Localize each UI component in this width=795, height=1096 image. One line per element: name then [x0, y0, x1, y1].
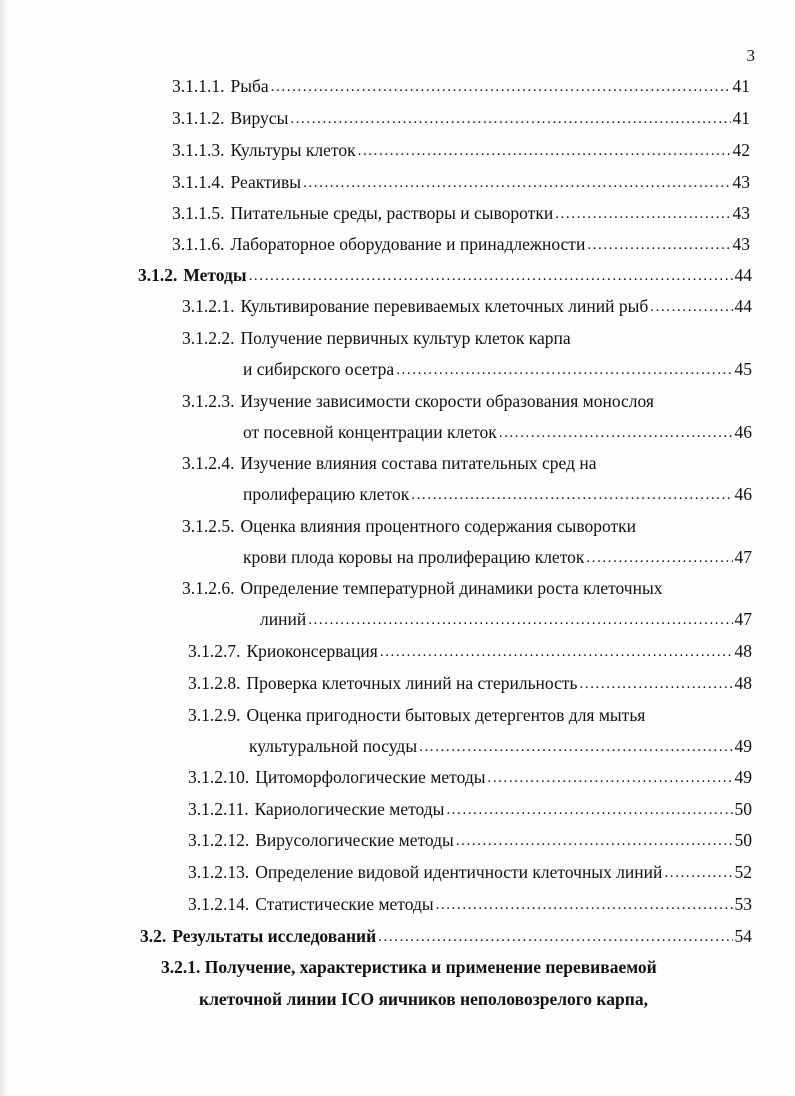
entry-page: 42 [732, 140, 750, 160]
toc-entry[interactable] [172, 202, 750, 226]
toc-entry-continuation[interactable] [260, 608, 752, 632]
entry-title: Криоконсервация [246, 641, 378, 661]
entry-title-continued: культуральной посуды [249, 736, 418, 756]
entry-number: 3.1.2.1. [182, 296, 235, 316]
entry-number: 3.1.2.9. [188, 705, 241, 725]
entry-title: Изучение влияния состава питательных сред на [240, 453, 597, 473]
toc-entry-first-line[interactable] [182, 390, 752, 412]
entry-page: 41 [732, 108, 750, 128]
dot-leader [446, 797, 732, 821]
entry-page: 41 [732, 76, 750, 96]
dot-leader [378, 924, 732, 948]
dot-leader [308, 607, 732, 631]
toc-entry[interactable] [172, 75, 750, 99]
entry-number: 3.1.2.7. [188, 641, 241, 661]
entry-page: 43 [732, 172, 750, 192]
entry-page: 47 [734, 547, 752, 567]
entry-title: Определение температурной динамики роста клеточных [240, 578, 663, 598]
toc-entry[interactable] [188, 798, 752, 822]
toc-entry-continuation[interactable] [249, 735, 752, 759]
toc-entry[interactable] [172, 139, 750, 163]
entry-number: 3.1.2.8. [188, 673, 241, 693]
dot-leader [380, 639, 733, 663]
entry-title: Методы [183, 265, 247, 285]
entry-page: 50 [734, 799, 752, 819]
entry-title-continued: и сибирского осетра [243, 359, 395, 379]
entry-page: 45 [734, 359, 752, 379]
dot-leader [411, 482, 732, 506]
entry-number: 3.1.2.13. [188, 862, 250, 882]
toc-entry-continuation[interactable] [243, 483, 752, 507]
entry-page: 52 [734, 862, 752, 882]
entry-number: 3.1.2.2. [182, 328, 235, 348]
toc-entry[interactable] [188, 829, 752, 853]
entry-page: 49 [734, 767, 752, 787]
entry-title: Оценка пригодности бытовых детергентов для мытья [246, 705, 646, 725]
dot-leader [436, 892, 733, 916]
dot-leader [580, 671, 733, 695]
entry-title-continued: линий [260, 609, 307, 629]
entry-page: 44 [734, 296, 752, 316]
toc-entry[interactable] [172, 171, 750, 195]
toc-entry-first-line[interactable] [182, 452, 752, 474]
toc-entry[interactable] [188, 861, 752, 885]
entry-number: 3.1.1.2. [172, 108, 225, 128]
entry-number: 3.1.2.14. [188, 894, 250, 914]
entry-number: 3.1.2.10. [188, 767, 250, 787]
entry-page: 44 [734, 265, 752, 285]
entry-title: Вирусологические методы [255, 830, 454, 850]
entry-page: 48 [734, 673, 752, 693]
entry-page: 50 [734, 830, 752, 850]
entry-number: 3.2. [140, 926, 167, 946]
dot-leader [499, 420, 733, 444]
dot-leader [664, 860, 732, 884]
dot-leader [555, 201, 730, 225]
entry-number: 3.1.1.5. [172, 203, 225, 223]
toc-entry[interactable] [182, 295, 752, 319]
scan-edge-shadow [0, 0, 8, 1096]
toc-entry-first-line[interactable] [182, 577, 752, 599]
entry-title: Культуры клеток [230, 140, 356, 160]
entry-title-continued: крови плода коровы на пролиферацию клеток [243, 547, 585, 567]
page-number: 3 [746, 46, 755, 65]
entry-number: 3.1.2.5. [182, 516, 235, 536]
toc-entry[interactable] [172, 233, 750, 257]
entry-title: Вирусы [230, 108, 289, 128]
entry-title: Реактивы [230, 172, 302, 192]
entry-number: 3.1.1.3. [172, 140, 225, 160]
entry-title: Результаты исследований [172, 926, 377, 946]
toc-entry[interactable] [188, 640, 752, 664]
toc-entry-continuation[interactable] [243, 546, 752, 570]
entry-number: 3.1.1.6. [172, 234, 225, 254]
dot-leader [396, 357, 732, 381]
toc-section-methods[interactable] [138, 264, 752, 288]
entry-title: Получение первичных культур клеток карпа [240, 328, 571, 348]
entry-title: Статистические методы [255, 894, 434, 914]
dot-leader [456, 828, 733, 852]
toc-entry-first-line[interactable] [188, 704, 752, 726]
entry-title: Оценка влияния процентного содержания сыворотки [240, 516, 636, 536]
entry-title: Рыба [230, 76, 269, 96]
entry-title: Питательные среды, растворы и сыворотки [230, 203, 554, 223]
toc-entry[interactable] [172, 107, 750, 131]
toc-entry-first-line[interactable] [182, 327, 752, 349]
entry-page: 43 [732, 203, 750, 223]
entry-page: 46 [734, 422, 752, 442]
entry-title-continued: от посевной концентрации клеток [243, 422, 497, 442]
toc-entry[interactable] [188, 893, 752, 917]
entry-number: 3.1.2.4. [182, 453, 235, 473]
dot-leader [358, 138, 731, 162]
dot-leader [249, 263, 733, 287]
entry-number: 3.1.2. [138, 265, 178, 285]
dot-leader [271, 74, 731, 98]
toc-entry-first-line[interactable] [182, 515, 752, 537]
dot-leader [650, 294, 732, 318]
entry-page: 49 [734, 736, 752, 756]
entry-number: 3.1.1.4. [172, 172, 225, 192]
entry-title: Кариологические методы [254, 799, 445, 819]
entry-title: Культивирование перевиваемых клеточных линий рыб [240, 296, 649, 316]
entry-page: 46 [734, 484, 752, 504]
toc-entry-continuation[interactable] [243, 358, 752, 382]
dot-leader [586, 545, 732, 569]
toc-entry[interactable] [188, 766, 752, 790]
subsection-heading-line-1[interactable]: 3.2.1. Получение, характеристика и применение перевиваемой [161, 957, 657, 977]
entry-number: 3.1.2.3. [182, 391, 235, 411]
entry-title: Изучение зависимости скорости образования монослоя [240, 391, 654, 411]
entry-title: Цитоморфологические методы [255, 767, 486, 787]
toc-entry[interactable] [188, 672, 752, 696]
dot-leader [303, 170, 730, 194]
entry-page: 47 [734, 609, 752, 629]
dot-leader [488, 765, 733, 789]
entry-page: 43 [732, 234, 750, 254]
entry-page: 53 [734, 894, 752, 914]
entry-title: Лабораторное оборудование и принадлежности [230, 234, 586, 254]
dot-leader [419, 734, 732, 758]
entry-page: 48 [734, 641, 752, 661]
entry-number: 3.1.2.6. [182, 578, 235, 598]
toc-entry-continuation[interactable] [243, 421, 752, 445]
entry-number: 3.1.2.11. [188, 799, 249, 819]
entry-number: 3.1.2.12. [188, 830, 250, 850]
entry-title: Определение видовой идентичности клеточных линий [255, 862, 663, 882]
entry-number: 3.1.1.1. [172, 76, 225, 96]
entry-page: 54 [734, 926, 752, 946]
subsection-heading-line-2[interactable]: клеточной линии ICO яичников неполовозрелого карпа, [199, 989, 648, 1009]
entry-title-continued: пролиферацию клеток [243, 484, 410, 504]
dot-leader [290, 106, 730, 130]
toc-section-results[interactable] [140, 925, 752, 949]
entry-title: Проверка клеточных линий на стерильность [246, 673, 578, 693]
dot-leader [587, 232, 730, 256]
